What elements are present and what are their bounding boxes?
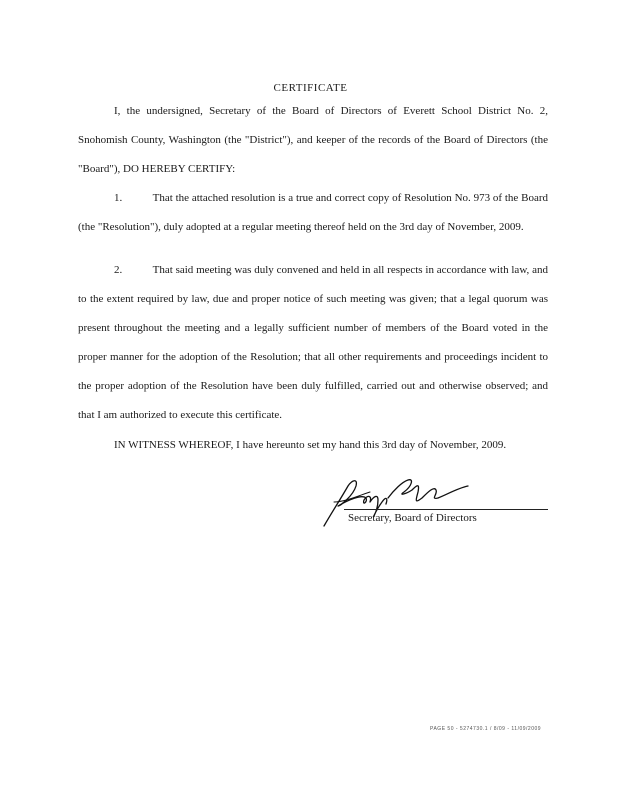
footer-document-code: PAGE 50 - 5274730.1 / 8/09 - 11/09/2009	[430, 726, 542, 732]
certify-item-2	[78, 256, 548, 430]
item-text: That the attached resolution is a true and correct copy of Resolution No. 973 of the Board (the "Resolution"), duly adopted at a regular meeting thereof held on the 3rd day of November, 2009.	[78, 192, 548, 233]
signature-line	[344, 509, 548, 510]
certify-item-1	[78, 184, 548, 242]
item-number: 1.	[114, 192, 123, 204]
document-title: CERTIFICATE	[273, 82, 348, 94]
signature-block	[318, 472, 550, 532]
item-number: 2.	[114, 264, 123, 276]
intro-paragraph: I, the undersigned, Secretary of the Board of Directors of Everett School District No. 2, Snohomish County, Washington (the "District"), and keeper of the records of the Board of Directors (the "Board"), DO HEREBY CERTIFY:	[78, 105, 548, 175]
witness-paragraph: IN WITNESS WHEREOF, I have hereunto set my hand this 3rd day of November, 2009.	[114, 439, 507, 451]
item-text: That said meeting was duly convened and held in all respects in accordance with law, and to the extent required by law, due and proper notice of such meeting was given; that a legal quorum was present throughout the meeting and a legally sufficient number of members of the Board voted in the proper manner for the adoption of the Resolution; that all other requirements and proceedings incident to the proper adoption of the Resolution have been duly fulfilled, carried out and otherwise observed; and that I am authorized to execute this certificate.	[78, 264, 548, 421]
signature-caption: Secretary, Board of Directors	[348, 512, 477, 524]
